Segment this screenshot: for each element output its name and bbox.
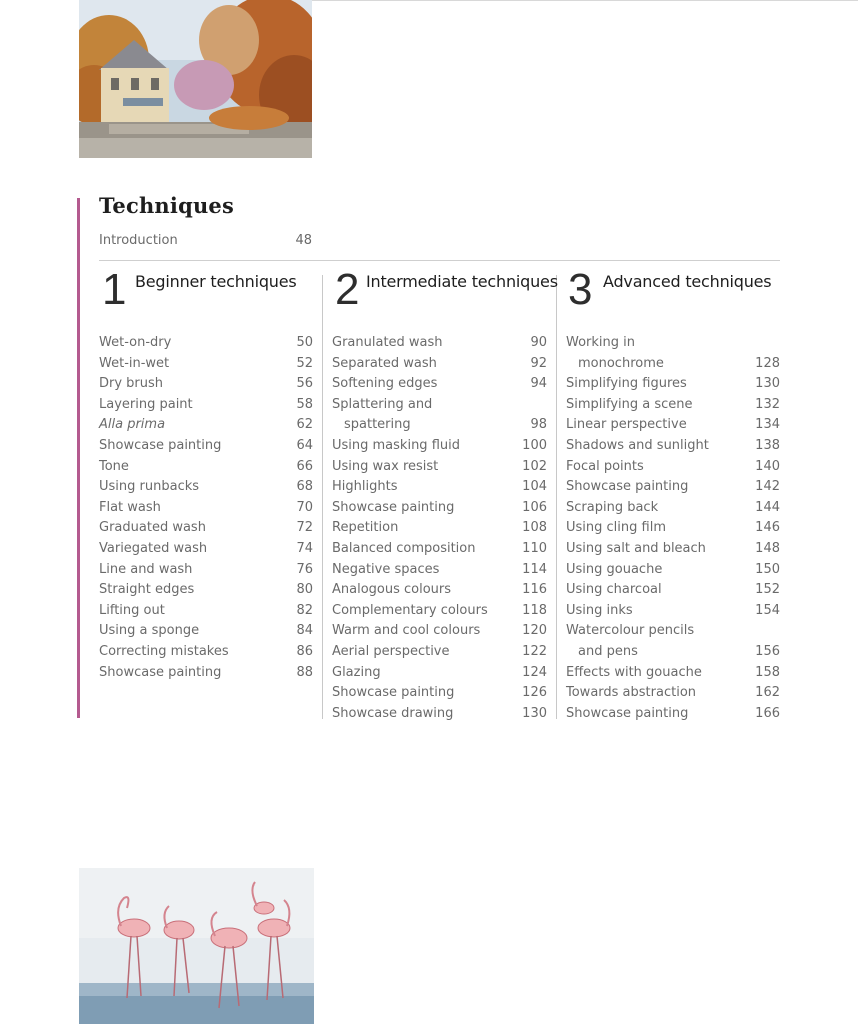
toc-entry — [332, 395, 547, 416]
toc-entry — [99, 333, 313, 354]
toc-entry-page: 76 — [296, 561, 313, 577]
toc-entry-label: Shadows and sunlight — [566, 437, 709, 453]
toc-entry-page: 88 — [296, 664, 313, 680]
toc-entry — [99, 642, 313, 663]
toc-entry — [99, 477, 313, 498]
toc-entry-label: Using inks — [566, 602, 633, 618]
toc-entry-label: Complementary colours — [332, 602, 488, 618]
toc-entry-label: Negative spaces — [332, 561, 440, 577]
toc-entry-label: Linear perspective — [566, 417, 687, 433]
section-title: Beginner techniques — [135, 272, 297, 291]
toc-entry — [566, 683, 780, 704]
toc-entry-label: Effects with gouache — [566, 664, 702, 680]
toc-entry-page: 122 — [522, 643, 547, 659]
toc-entry-page: 80 — [296, 582, 313, 598]
toc-entry — [332, 477, 547, 498]
toc-entry-page: 166 — [755, 705, 780, 721]
toc-entry — [332, 518, 547, 539]
toc-entry-label: Working in — [566, 335, 636, 350]
toc-entry-page: 116 — [522, 582, 547, 598]
intro-entry — [99, 233, 312, 251]
toc-entry — [566, 621, 780, 642]
toc-entry-page: 68 — [296, 479, 313, 495]
toc-entry-page: 84 — [296, 623, 313, 639]
toc-entry-label: Layering paint — [99, 396, 193, 412]
toc-entry — [566, 539, 780, 560]
toc-entry-label: Wet-on-dry — [99, 335, 172, 350]
toc-entry — [99, 601, 313, 622]
toc-entry-page: 130 — [755, 376, 780, 392]
toc-entry-page: 158 — [755, 664, 780, 680]
toc-entry — [566, 477, 780, 498]
toc-entry-label: Wet-in-wet — [99, 355, 170, 371]
toc-entry-page: 124 — [522, 664, 547, 680]
toc-entry-label: Using charcoal — [566, 582, 662, 598]
toc-entry-label: Repetition — [332, 520, 399, 536]
toc-entry-label: Using salt and bleach — [566, 540, 706, 556]
toc-entry — [332, 704, 547, 725]
toc-entry — [566, 498, 780, 519]
toc-entry — [332, 663, 547, 684]
toc-entry-page: 66 — [296, 458, 313, 474]
toc-entry — [99, 621, 313, 642]
toc-entry — [332, 683, 547, 704]
toc-entry — [332, 333, 547, 354]
toc-entry-page: 120 — [522, 623, 547, 639]
toc-entry-label: Focal points — [566, 458, 644, 474]
toc-entry-label: Showcase drawing — [332, 705, 454, 721]
toc-entry-page: 118 — [522, 602, 547, 618]
toc-entry-page: 114 — [522, 561, 547, 577]
toc-entry-page: 152 — [755, 582, 780, 598]
column-divider — [322, 275, 323, 719]
toc-entry — [332, 457, 547, 478]
toc-entry-label: Towards abstraction — [566, 685, 697, 701]
toc-column-intermediate — [332, 333, 547, 724]
toc-entry — [332, 560, 547, 581]
toc-entry — [99, 518, 313, 539]
toc-entry-page: 144 — [755, 499, 780, 515]
toc-entry — [99, 580, 313, 601]
toc-entry-page: 92 — [530, 355, 547, 371]
toc-entry-label: Showcase painting — [99, 437, 222, 453]
toc-entry-page: 98 — [530, 417, 547, 433]
toc-column-beginner — [99, 333, 313, 683]
toc-entry-label: Alla prima — [99, 417, 166, 433]
house-painting-image — [79, 0, 312, 158]
toc-entry-page: 134 — [755, 417, 780, 433]
toc-entry-page: 82 — [296, 602, 313, 618]
toc-entry-page: 106 — [522, 499, 547, 515]
toc-entry-label: Separated wash — [332, 355, 437, 371]
toc-entry-label: Using cling film — [566, 520, 666, 536]
toc-entry — [566, 374, 780, 395]
toc-entry-page: 126 — [522, 685, 547, 701]
toc-entry-label: Simplifying figures — [566, 376, 687, 392]
toc-entry-page: 58 — [296, 396, 313, 412]
toc-entry — [566, 395, 780, 416]
toc-entry — [332, 374, 547, 395]
toc-entry-label: Watercolour pencils — [566, 623, 695, 639]
toc-entry-page: 132 — [755, 396, 780, 412]
toc-entry-label: Correcting mistakes — [99, 643, 229, 659]
toc-entry-label: Glazing — [332, 664, 381, 680]
toc-entry-page: 128 — [755, 355, 780, 371]
toc-entry-label: Balanced composition — [332, 540, 476, 556]
toc-entry-label: Warm and cool colours — [332, 623, 481, 639]
toc-entry — [332, 601, 547, 622]
toc-entry — [332, 621, 547, 642]
top-divider — [312, 0, 858, 1]
toc-entry-label: Variegated wash — [99, 540, 208, 556]
toc-entry-label: Line and wash — [99, 561, 193, 577]
toc-entry-label: Showcase painting — [332, 499, 455, 515]
toc-entry-page: 72 — [296, 520, 313, 536]
toc-entry — [332, 436, 547, 457]
toc-entry — [99, 436, 313, 457]
toc-entry — [99, 415, 313, 436]
toc-entry-page: 64 — [296, 437, 313, 453]
page-title: Techniques — [99, 193, 235, 218]
toc-entry-page: 102 — [522, 458, 547, 474]
toc-entry-page: 140 — [755, 458, 780, 474]
toc-entry — [332, 580, 547, 601]
section-number: 2 — [335, 265, 360, 314]
toc-entry-label: Scraping back — [566, 499, 659, 515]
toc-entry — [566, 663, 780, 684]
toc-entry-page: 90 — [530, 335, 547, 350]
section-title: Intermediate techniques — [366, 272, 558, 291]
toc-entry — [99, 374, 313, 395]
toc-entry-label: Using runbacks — [99, 479, 200, 495]
toc-entry-page: 50 — [296, 335, 313, 350]
toc-entry-label: Using wax resist — [332, 458, 439, 474]
toc-entry-label: Dry brush — [99, 376, 164, 392]
toc-entry-label: and pens — [578, 643, 638, 659]
toc-entry-page: 74 — [296, 540, 313, 556]
toc-entry — [332, 354, 547, 375]
toc-entry-label: Graduated wash — [99, 520, 206, 536]
toc-entry — [566, 601, 780, 622]
toc-entry-page: 62 — [296, 417, 313, 433]
toc-entry-label: spattering — [344, 417, 411, 433]
toc-entry-label: Softening edges — [332, 376, 438, 392]
toc-entry — [566, 354, 780, 375]
toc-entry-label: Lifting out — [99, 602, 165, 618]
toc-column-advanced — [566, 333, 780, 724]
toc-entry — [332, 415, 547, 436]
toc-entry — [566, 457, 780, 478]
toc-entry — [566, 642, 780, 663]
toc-entry-page: 150 — [755, 561, 780, 577]
toc-entry-page: 156 — [755, 643, 780, 659]
toc-entry-label: Highlights — [332, 479, 398, 495]
toc-entry-page: 70 — [296, 499, 313, 515]
toc-entry-label: Showcase painting — [566, 705, 689, 721]
toc-entry-page: 154 — [755, 602, 780, 618]
toc-entry — [99, 663, 313, 684]
column-divider — [556, 275, 557, 719]
section-number: 3 — [568, 265, 593, 314]
toc-entry-label: monochrome — [578, 355, 664, 371]
toc-entry — [566, 518, 780, 539]
toc-entry-page: 108 — [522, 520, 547, 536]
toc-entry — [566, 704, 780, 725]
toc-entry-label: Straight edges — [99, 582, 195, 598]
toc-entry-label: Showcase painting — [99, 664, 222, 680]
toc-entry-page: 146 — [755, 520, 780, 536]
toc-entry-page: 142 — [755, 479, 780, 495]
toc-entry — [566, 580, 780, 601]
toc-entry — [566, 560, 780, 581]
toc-entry — [99, 498, 313, 519]
flamingo-painting-image — [79, 868, 314, 1024]
toc-entry-page: 104 — [522, 479, 547, 495]
toc-entry-label: Tone — [99, 458, 129, 474]
toc-entry-label: Using masking fluid — [332, 437, 460, 453]
toc-entry — [99, 539, 313, 560]
toc-entry — [566, 333, 780, 354]
toc-entry-page: 94 — [530, 376, 547, 392]
toc-entry-page: 130 — [522, 705, 547, 721]
intro-page: 48 — [295, 233, 312, 248]
header-rule — [99, 260, 780, 261]
toc-entry-label: Showcase painting — [332, 685, 455, 701]
toc-entry — [99, 395, 313, 416]
toc-entry-page: 56 — [296, 376, 313, 392]
toc-entry-label: Analogous colours — [332, 582, 452, 598]
toc-entry — [99, 354, 313, 375]
toc-entry-page: 86 — [296, 643, 313, 659]
toc-entry — [332, 642, 547, 663]
section-number: 1 — [102, 265, 127, 314]
toc-entry-page: 100 — [522, 437, 547, 453]
toc-entry-page: 138 — [755, 437, 780, 453]
toc-entry-label: Aerial perspective — [332, 643, 450, 659]
toc-entry-label: Showcase painting — [566, 479, 689, 495]
section-title: Advanced techniques — [603, 272, 772, 291]
toc-entry — [99, 560, 313, 581]
toc-entry-page: 162 — [755, 685, 780, 701]
toc-entry-page: 110 — [522, 540, 547, 556]
toc-entry — [566, 436, 780, 457]
toc-entry-label: Flat wash — [99, 499, 161, 515]
toc-entry-label: Using gouache — [566, 561, 663, 577]
toc-entry — [332, 539, 547, 560]
accent-bar — [77, 198, 80, 718]
toc-entry-label: Granulated wash — [332, 335, 443, 350]
toc-entry-page: 52 — [296, 355, 313, 371]
toc-entry-label: Using a sponge — [99, 623, 200, 639]
toc-entry-label: Simplifying a scene — [566, 396, 693, 412]
toc-entry-page: 148 — [755, 540, 780, 556]
toc-entry — [566, 415, 780, 436]
intro-label: Introduction — [99, 233, 178, 248]
toc-entry — [332, 498, 547, 519]
toc-entry-label: Splattering and — [332, 396, 433, 412]
toc-entry — [99, 457, 313, 478]
